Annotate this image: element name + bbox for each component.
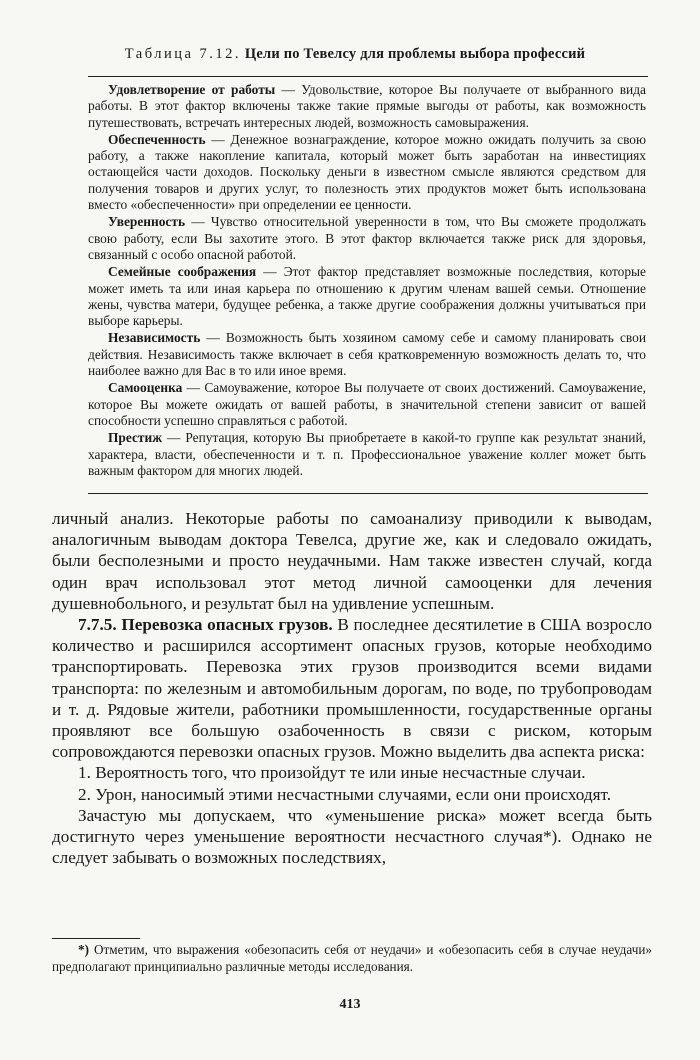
section-paragraph — [52, 614, 652, 762]
main-text — [52, 508, 652, 868]
table-entry: Семейные соображения — Этот фактор представляет возможные последствия, которые может иметь та или иная карьера по отношению к другим членам вашей семьи. Отношение жены, чувства матери, будущее ребенка, а также другие соображения должны учитываться при выборе карьеры. — [88, 264, 646, 329]
table-entry-term: Семейные соображения — [108, 264, 257, 280]
table-caption-label: Таблица 7.12. — [124, 46, 242, 62]
paragraph: Зачастую мы допускаем, что «уменьшение риска» может всегда быть достигнуто через уменьшение вероятности несчастного случая*). Однако не следует забывать о возможных последствиях, — [52, 805, 652, 868]
table-caption-title: Цели по Тевелсу для проблемы выбора профессий — [244, 46, 586, 62]
table-entry-term: Уверенность — [108, 214, 186, 230]
table-top-rule — [88, 76, 648, 77]
table-entry-text: Чувство относительной уверенности в том, что Вы сможете продолжать свою работу, если Вы захотите этого. В этот фактор включается также риск для здоровья, связанный с особо опасной работой. — [88, 214, 647, 262]
list-item: 2. Урон, наносимый этими несчастными случаями, если они происходят. — [78, 784, 612, 804]
table-entry: Удовлетворение от работы — Удовольствие, которое Вы получаете от выбранного вида работы. В этот фактор включены также такие прямые выгоды от работы, как возможность путешествовать, встречать интересных людей, возможность самовыражения. — [88, 82, 646, 130]
section-heading: 7.7.5. Перевозка опасных грузов. — [78, 615, 333, 635]
list-item: 1. Вероятность того, что произойдут те или иные несчастные случаи. — [78, 763, 586, 783]
table-entry-text: Возможность быть хозяином самому себе и самому планировать свои действия. Независимость также включает в себя кратковременную возможность делать то, что наиболее важно для Вас в то или иное время. — [88, 330, 646, 379]
table-bottom-rule — [88, 493, 648, 494]
footnote-marker: *) — [78, 942, 89, 957]
table-entry-term: Обеспеченность — [108, 131, 206, 147]
table-entry-text: Удовольствие, которое Вы получаете от выбранного вида работы. В этот фактор включены также такие прямые выгоды от работы, как возможность путешествовать, встречать интересных людей, возможность самовыражения. — [88, 82, 646, 130]
table-caption — [60, 46, 650, 63]
paragraph-continuation: личный анализ. Некоторые работы по самоанализу приводили к выводам, аналогичным выводам доктора Тевелса, другие же, как и следовало ожидать, были бесполезными и просто неудачными. Нам также известен случай, когда один врач использовал этот метод личной самооценки для лечения душевнобольного, и результат был на удивление успешным. — [52, 509, 652, 613]
table-entry: Уверенность — Чувство относительной уверенности в том, что Вы сможете продолжать свою работу, если Вы захотите этого. В этот фактор включается также риск для здоровья, связанный с особо опасной работой. — [88, 214, 647, 262]
page-number: 413 — [339, 997, 361, 1012]
table-entry-text: Самоуважение, которое Вы получаете от своих достижений. Самоуважение, которое Вы можете ожидать от вашей работы, в значительной степени зависит от вашей способности успешно справляться с работой. — [88, 380, 646, 428]
table-entry-term: Престиж — [108, 430, 162, 446]
table-entry: Независимость — Возможность быть хозяином самому себе и самому планировать свои действия. Независимость также включает в себя кратковременную возможность делать то, что наиболее важно для Вас в то или иное время. — [88, 330, 646, 379]
table-entry: Престиж — Репутация, которую Вы приобретаете в какой-то группе как результат знаний, характера, власти, обеспеченности и т. п. Профессиональное уважение коллег может быть важным фактором для многих людей. — [88, 430, 646, 478]
section-paragraph-text: В последнее десятилетие в США возросло количество и расширился ассортимент опасных грузов, которые необходимо транспортировать. Перевозка этих грузов производится всеми видами транспорта: по железным и автомобильным дорогам, по воде, по трубопроводам и т. д. Рядовые жители, работники промышленности, государственные органы проявляют все большую озабоченность в связи с риском, которым сопровождаются перевозки опасных грузов. Можно выделить два аспекта риска: — [52, 615, 652, 762]
footnote-text: Отметим, что выражения «обезопасить себя от неудачи» и «обезопасить себя в случае неудачи» предполагают принципиально различные методы исследования. — [52, 942, 653, 974]
footnote — [52, 942, 652, 975]
table-entry-text: Этот фактор представляет возможные последствия, которые может иметь та или иная карьера по отношению к другим членам вашей семьи. Отношение жены, чувства матери, будущее ребенка, а также другие соображения должны учитываться при выборе карьеры. — [88, 264, 646, 329]
table-body — [88, 82, 646, 480]
footnote-rule — [52, 938, 140, 939]
table-entry: Обеспеченность — Денежное вознаграждение, которое можно ожидать получить за свою работу, а также накопление капитала, который может быть заработан на инвестициях остающейся части доходов. Поскольку деньги в известном смысле являются средством для получения товаров и других услуг, то полезность этих продуктов может быть использована вместо «обеспеченности» при определении ее ценности. — [88, 131, 646, 213]
table-entry-term: Удовлетворение от работы — [108, 82, 276, 97]
table-entry-text: Денежное вознаграждение, которое можно ожидать получить за свою работу, а также накопление капитала, который может быть заработан на инвестициях остающейся части доходов. Поскольку деньги в известном смысле являются средством для получения товаров и других услуг, то полезность этих продуктов может быть использована вместо «обеспеченности» при определении ее ценности. — [88, 131, 646, 213]
table-entry-term: Независимость — [108, 330, 201, 346]
table-entry: Самооценка — Самоуважение, которое Вы получаете от своих достижений. Самоуважение, которое Вы можете ожидать от вашей работы, в значительной степени зависит от вашей способности успешно справляться с работой. — [88, 380, 646, 428]
table-entry-term: Самооценка — [108, 380, 183, 396]
table-entry-text: Репутация, которую Вы приобретаете в какой-то группе как результат знаний, характера, власти, обеспеченности и т. п. Профессиональное уважение коллег может быть важным фактором для многих людей. — [88, 430, 646, 478]
